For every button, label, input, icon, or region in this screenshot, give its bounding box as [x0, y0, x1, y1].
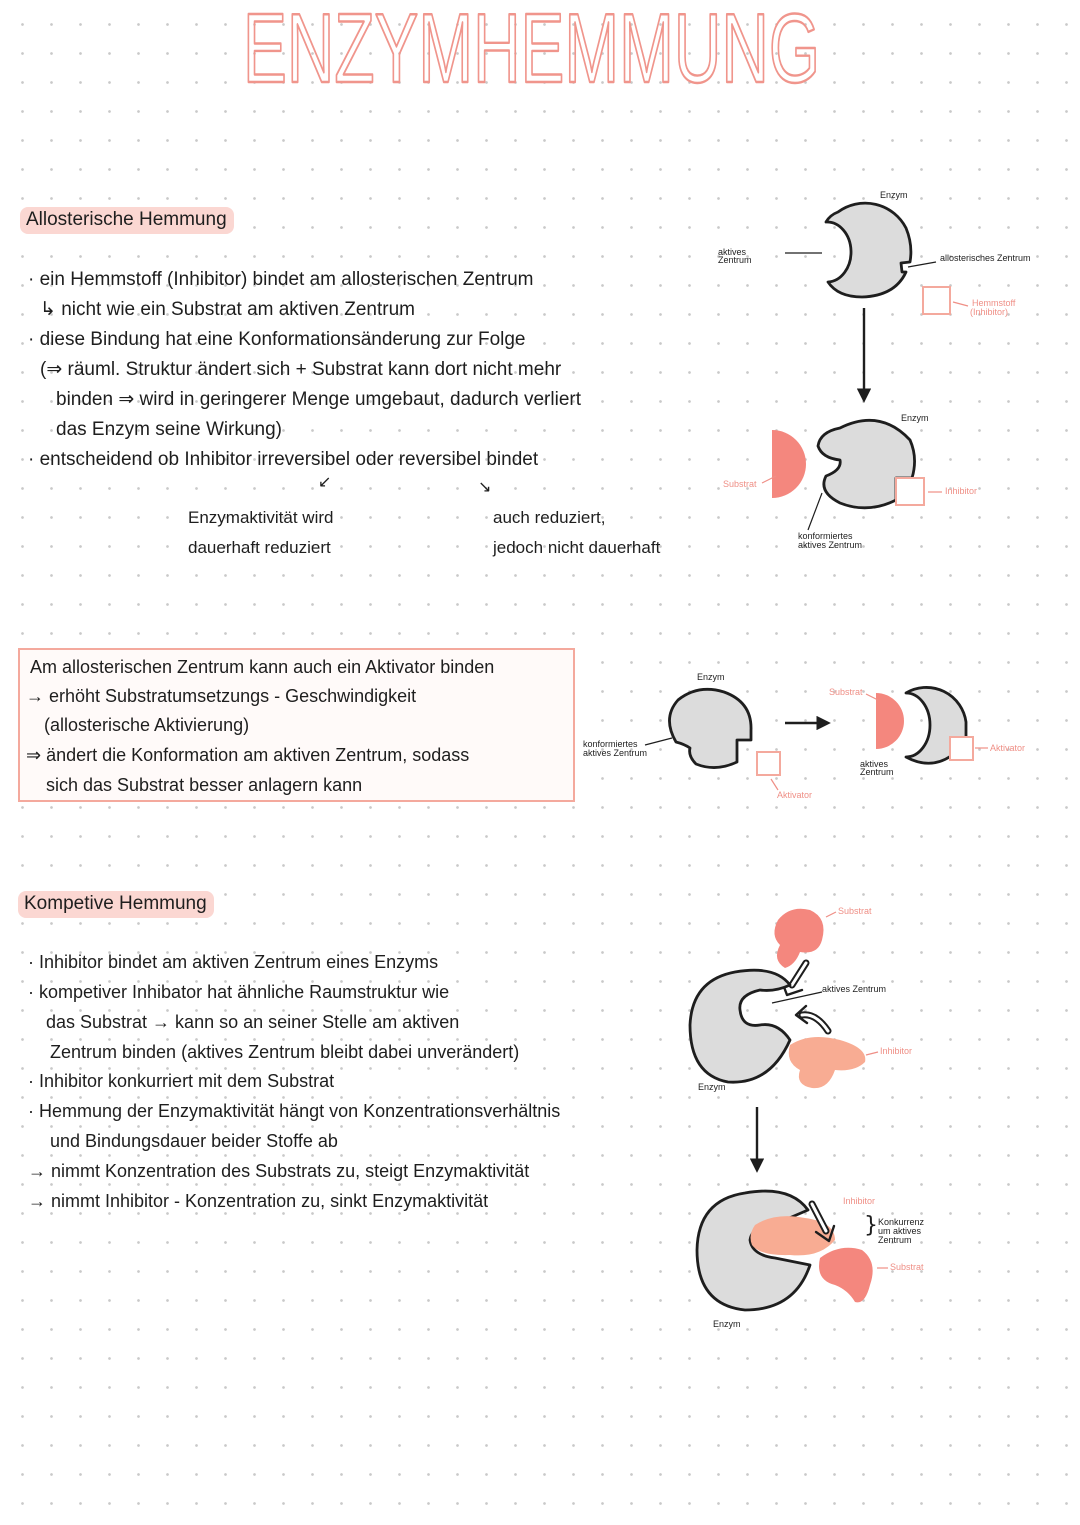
label-line-free-inhibitor [953, 302, 968, 306]
note-line: und Bindungsdauer beider Stoffe ab [50, 1131, 338, 1151]
diagram-label-substrate: Substrat [838, 906, 872, 916]
substrate-shape [876, 693, 904, 749]
box-line: sich das Substrat besser anlagern kann [46, 775, 363, 795]
note-line: ↳ nicht wie ein Substrat am aktiven Zentrum [40, 299, 415, 320]
note-line: · Hemmung der Enzymaktivität hängt von Konzentrationsverhältnis [28, 1101, 561, 1121]
label-line-allosteric-site [908, 262, 936, 267]
page-title: ENZYMHEMMUNG [243, 0, 820, 103]
diagram-label-allosteric-site: allosterisches Zentrum [940, 253, 1031, 263]
label-line-free-activator [771, 779, 778, 790]
branch-arrow-left-icon: ↙ [318, 472, 332, 491]
inhibitor-square-free [923, 287, 950, 314]
branch-arrow-right-icon: ↘ [478, 477, 492, 496]
diagram-label-free-activator: Aktivator [777, 790, 813, 800]
note-line: binden ⇒ wird in geringerer Menge umgebaut, dadurch verliert [56, 389, 581, 410]
note-line: · entscheidend ob Inhibitor irreversibel oder reversibel bindet [28, 449, 539, 470]
label-line-conformed-site [645, 738, 672, 745]
note-line: · Inhibitor bindet am aktiven Zentrum eines Enzyms [28, 952, 439, 972]
activator-square-bound [950, 737, 973, 760]
diagram-label-free-inhibitor: Hemmstoff [972, 298, 1016, 308]
diagram-label-substrate: Substrat [890, 1262, 924, 1272]
inhibitor-square-bound [896, 478, 924, 505]
diagram-label-competition: Konkurrenz [878, 1217, 925, 1227]
diagram-allosteric-inhibition [762, 203, 968, 530]
diagram-competitive-inhibition [690, 906, 888, 1310]
label-line-conformed-site [808, 493, 822, 530]
substrate-blob-top [774, 909, 823, 968]
inhibitor-blob-top [789, 1037, 866, 1088]
diagram-label-enzyme: Enzym [698, 1082, 726, 1092]
note-line: das Substrat → kann so an seiner Stelle am aktiven [46, 1012, 460, 1032]
diagram-label-conformed-site: konformiertes [583, 739, 638, 749]
diagram-label-enzyme: Enzym [880, 190, 908, 200]
activator-square-free [757, 752, 780, 775]
note-line: · Inhibitor konkurriert mit dem Substrat [28, 1071, 335, 1091]
diagram-label-enzyme: Enzym [901, 413, 929, 423]
diagram-label-conformed-site: konformiertes [798, 531, 853, 541]
irreversible-outcome: Enzymaktivität wird [188, 508, 334, 527]
diagram-label-substrate: Substrat [829, 687, 863, 697]
diagram-label-inhibitor: Inhibitor [843, 1196, 876, 1206]
diagram-label-active-site: Zentrum [860, 767, 894, 777]
diagram-label-active-site: aktives [718, 247, 747, 257]
diagram-label-active-site: aktives [860, 759, 889, 769]
note-line: · diese Bindung hat eine Konformationsänderung zur Folge [28, 329, 526, 350]
box-line: ⇒ ändert die Konformation am aktiven Zentrum, sodass [26, 745, 470, 765]
note-line: · kompetiver Inhibator hat ähnliche Raumstruktur wie [28, 982, 450, 1002]
diagram-allosteric-activation [645, 687, 988, 790]
box-line: Am allosterischen Zentrum kann auch ein Aktivator binden [30, 657, 495, 677]
section-heading-competitive: Kompetive Hemmung [18, 891, 214, 918]
irreversible-outcome: dauerhaft reduziert [188, 538, 331, 557]
label-line-active-site [772, 992, 822, 1003]
diagram-label-free-inhibitor: (Inhibitor) [970, 307, 1009, 317]
diagram-label-bound-inhibitor: Inhibitor [945, 486, 978, 496]
label-line-inhibitor-top [866, 1052, 878, 1055]
section-heading-allosteric: Allosterische Hemmung [20, 207, 234, 234]
note-line: (⇒ räuml. Struktur ändert sich + Substrat kann dort nicht mehr [40, 359, 562, 380]
note-line: Zentrum binden (aktives Zentrum bleibt dabei unverändert) [50, 1042, 520, 1062]
diagram-label-inhibitor: Inhibitor [880, 1046, 913, 1056]
diagram-label-competition: Zentrum [878, 1235, 912, 1245]
diagram-label-enzyme: Enzym [713, 1319, 741, 1329]
enzyme-shape-top [690, 970, 790, 1082]
diagram-label-active-site: aktives Zentrum [822, 984, 887, 994]
box-line: (allosterische Aktivierung) [44, 715, 250, 735]
diagram-label-enzyme: Enzym [697, 672, 725, 682]
brace-icon: } [864, 1213, 878, 1238]
note-line: → nimmt Inhibitor - Konzentration zu, sinkt Enzymaktivität [28, 1191, 489, 1211]
note-line: das Enzym seine Wirkung) [56, 419, 282, 440]
diagram-label-conformed-site: aktives Zentrum [583, 748, 648, 758]
substrate-blob-bottom [819, 1248, 873, 1303]
note-line: · ein Hemmstoff (Inhibitor) bindet am allosterischen Zentrum [28, 269, 534, 290]
hollow-arrow-shaft-substrate-inner [792, 963, 806, 985]
diagram-label-active-site: Zentrum [718, 255, 752, 265]
label-line-substrate-top [826, 912, 836, 917]
diagram-label-competition: um aktives [878, 1226, 922, 1236]
diagram-label-bound-activator: Aktivator [990, 743, 1026, 753]
reversible-outcome: jedoch nicht dauerhaft [493, 538, 661, 557]
box-line: → erhöht Substratumsetzungs - Geschwindigkeit [26, 686, 417, 706]
enzyme-shape-free [826, 203, 911, 297]
reversible-outcome: auch reduziert, [493, 508, 606, 527]
substrate-shape-blocked [772, 430, 806, 498]
note-line: → nimmt Konzentration des Substrats zu, steigt Enzymaktivität [28, 1161, 530, 1181]
diagram-label-substrate: Substrat [723, 479, 757, 489]
enzyme-shape-inactive [669, 689, 751, 767]
diagram-label-conformed-site: aktives Zentrum [798, 540, 863, 550]
